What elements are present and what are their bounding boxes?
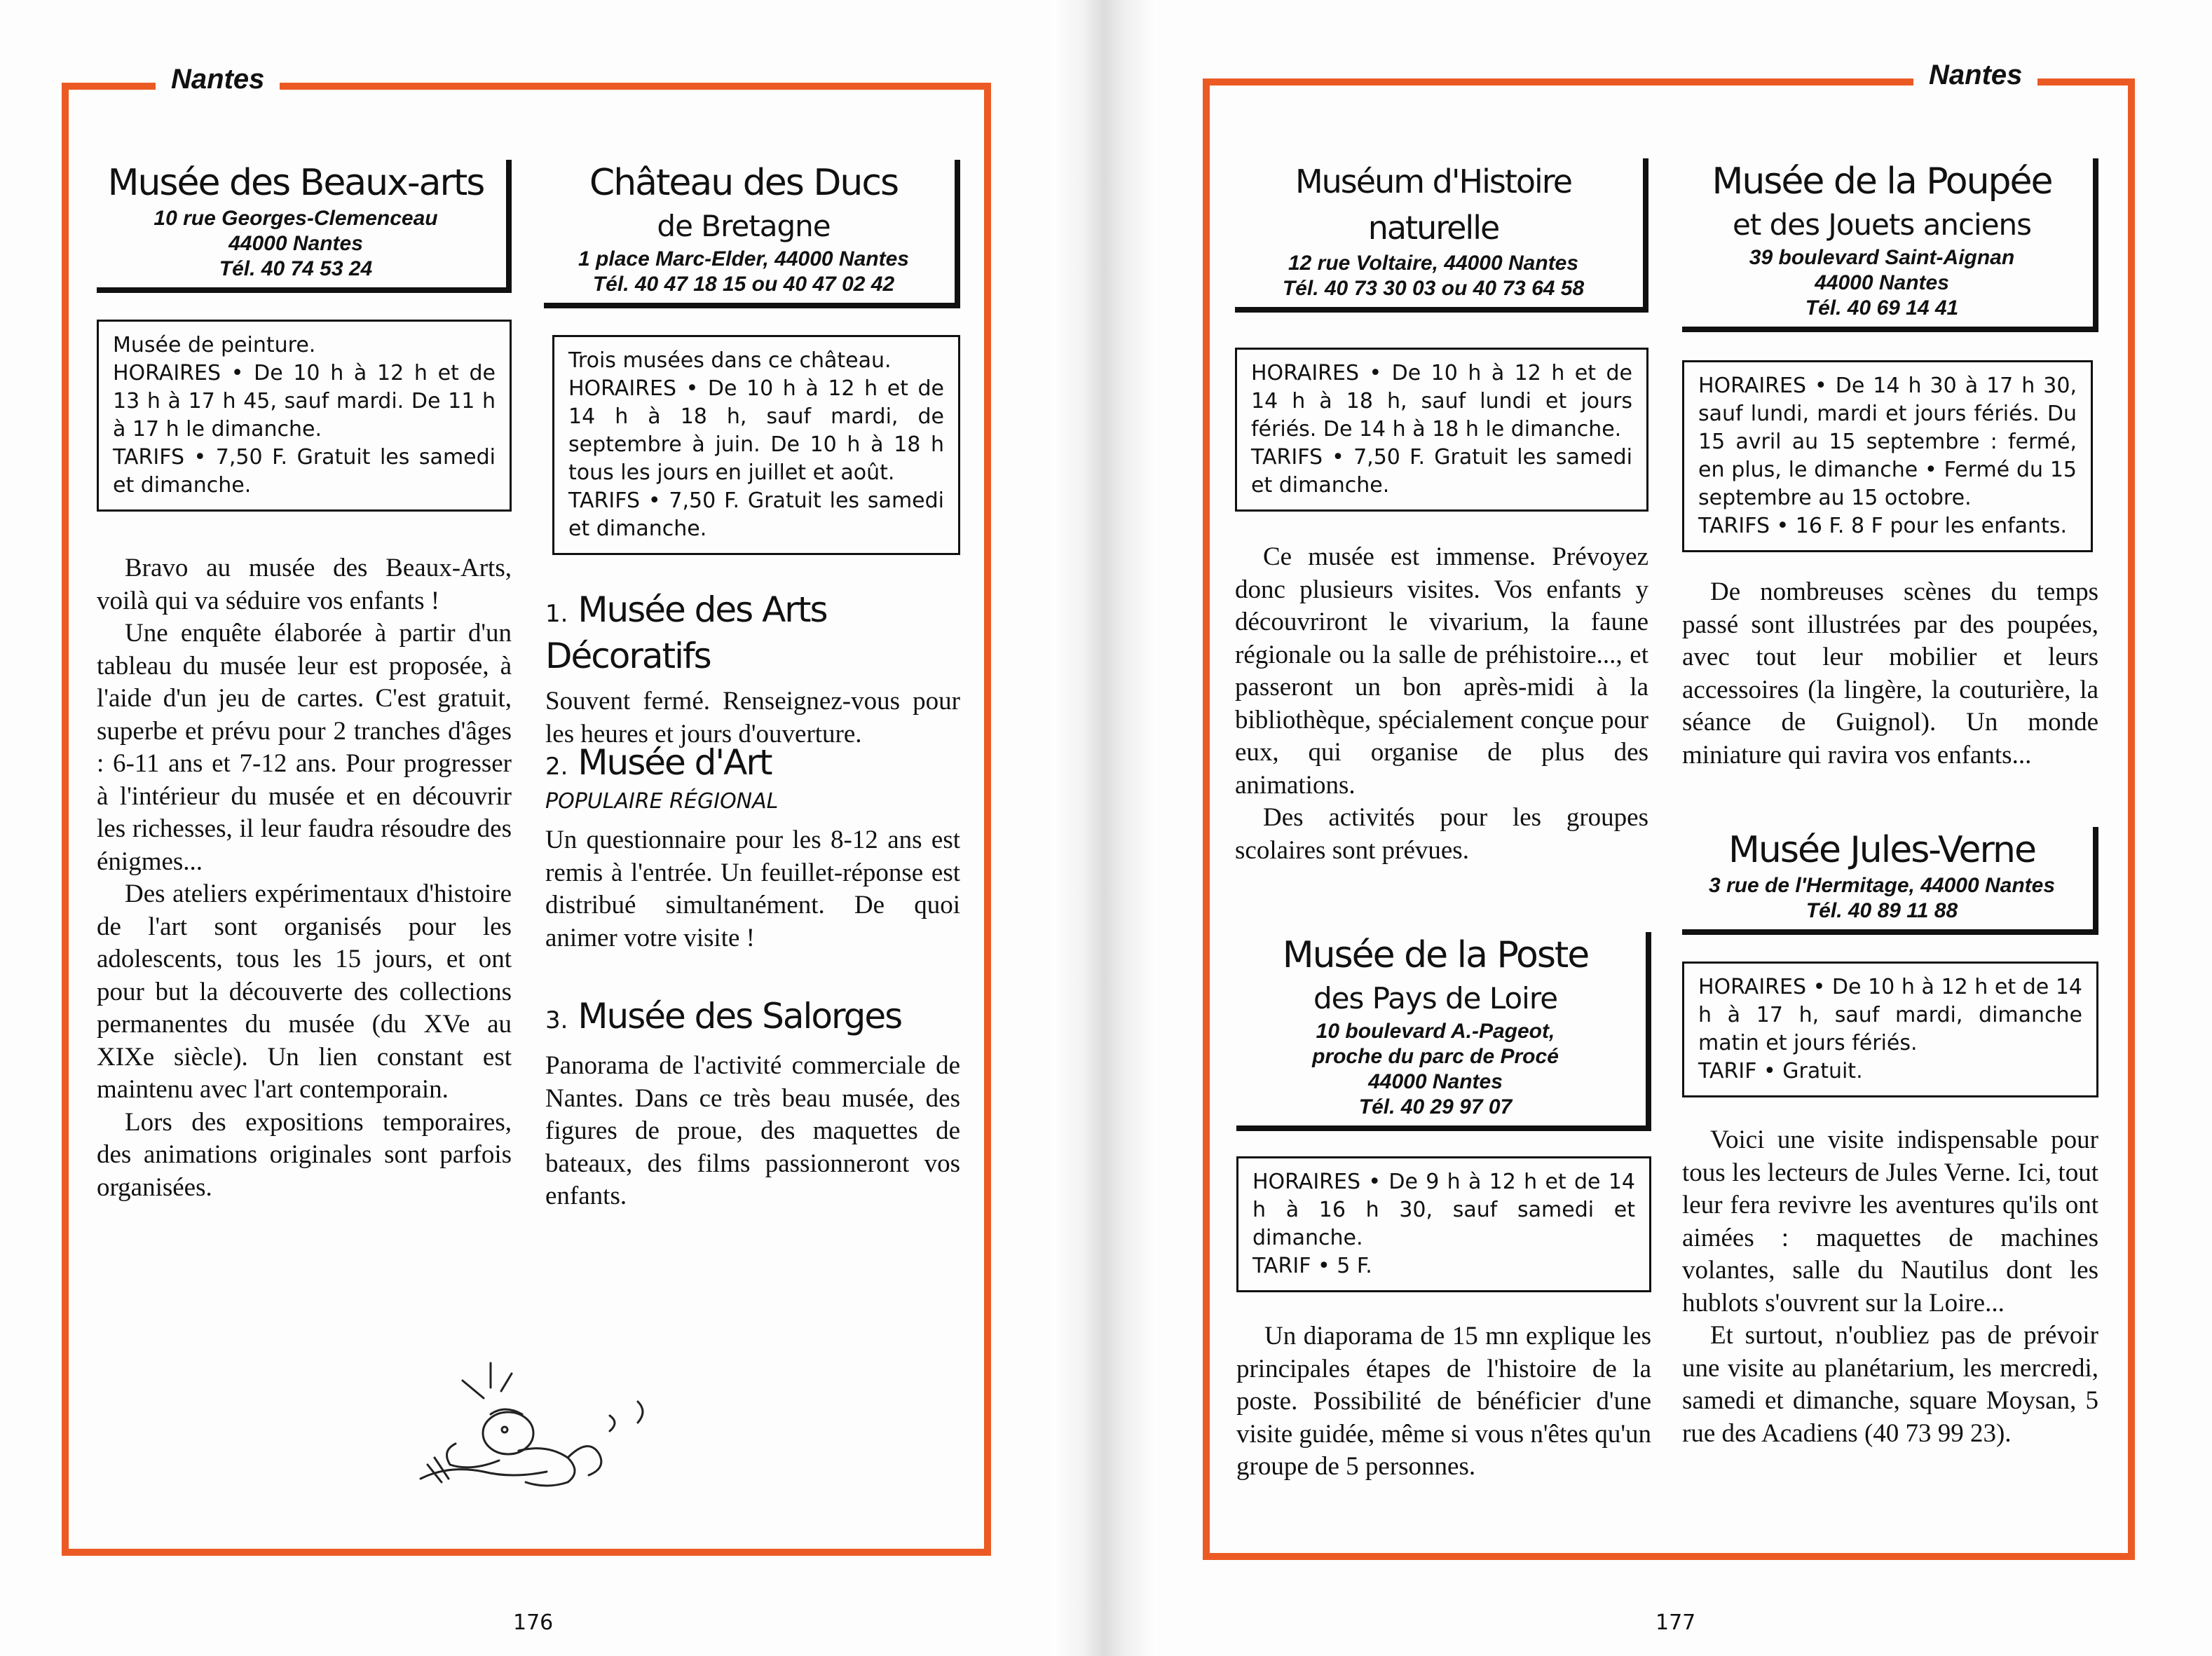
beaux-arts-heading bbox=[97, 160, 512, 293]
sub-museum-number: 3. bbox=[545, 1006, 568, 1034]
jules-verne-text bbox=[1682, 1124, 2098, 1450]
poste-address-2: proche du parc de Procé bbox=[1312, 1045, 1559, 1068]
sub-museum-art-populaire bbox=[545, 741, 960, 954]
poupee-phone: Tél. 40 69 14 41 bbox=[1805, 296, 1959, 320]
right-page-header: Nantes bbox=[1913, 57, 2037, 93]
poupee-section bbox=[1682, 158, 2098, 772]
info-line: TARIFS • 7,50 F. Gratuit les samedi et dimanche. bbox=[568, 488, 944, 541]
sub-museum-number: 1. bbox=[545, 600, 568, 628]
poupee-title: Musée de la Poupée bbox=[1712, 160, 2052, 203]
sub-museum-title: Musée des Arts Décoratifs bbox=[545, 589, 827, 676]
paragraph: Bravo au musée des Beaux-Arts, voilà qui va séduire vos enfants ! bbox=[97, 554, 512, 615]
museum-histoire-title: Muséum d'Histoire naturelle bbox=[1295, 163, 1572, 247]
poste-phone: Tél. 40 29 97 07 bbox=[1358, 1095, 1513, 1118]
poste-address-1: 10 boulevard A.-Pageot, bbox=[1316, 1020, 1555, 1043]
paragraph: Un diaporama de 15 mn explique les principales étapes de l'histoire de la poste. Possibilité de bénéficier d'une visite guidée, même si vous n'êtes qu'un groupe de 5 personnes. bbox=[1236, 1322, 1651, 1481]
museum-histoire-heading bbox=[1235, 158, 1648, 313]
paragraph: Et surtout, n'oubliez pas de prévoir une visite au planétarium, les mercredi, samedi et dimanche, square Moysan, 5 rue des Acadiens (40 73 99 23). bbox=[1682, 1321, 2098, 1448]
chateau-section bbox=[544, 160, 960, 555]
paragraph: Voici une visite indispensable pour tous les lecteurs de Jules Verne. Ici, tout leur fera revivre les aventures qu'ils ont aimées : maquettes de machines volantes, salle du Nautilus dont les hublots s'ouvrent sur la Loire... bbox=[1682, 1125, 2098, 1318]
jules-verne-phone: Tél. 40 89 11 88 bbox=[1805, 899, 1958, 922]
jules-verne-address: 3 rue de l'Hermitage, 44000 Nantes bbox=[1708, 874, 2056, 897]
paragraph: Ce musée est immense. Prévoyez donc plusieurs visites. Vos enfants y découvriront le vivarium, la faune régionale ou la salle de préhistoire..., et passeront un bon après-midi à la bibliothèque, spécialement conçue pour eux, qui organise de plus des animations. bbox=[1235, 542, 1648, 800]
left-page-number: 176 bbox=[513, 1610, 554, 1635]
poste-address-3: 44000 Nantes bbox=[1368, 1070, 1503, 1093]
museum-histoire-address: 12 rue Voltaire, 44000 Nantes bbox=[1288, 252, 1579, 275]
sub-museum-text: Un questionnaire pour les 8-12 ans est remis à l'entrée. Un feuillet-réponse est distribué simultanément. De quoi animer votre visite ! bbox=[545, 826, 960, 952]
info-line: HORAIRES • De 9 h à 12 h et de 14 h à 16 h 30, sauf samedi et dimanche. bbox=[1252, 1170, 1635, 1250]
poste-section bbox=[1236, 932, 1651, 1484]
beaux-arts-text bbox=[97, 552, 512, 1204]
sub-museum-heading bbox=[545, 995, 960, 1041]
chateau-info-box bbox=[552, 335, 960, 555]
chateau-title-2: de Bretagne bbox=[657, 209, 831, 243]
jules-verne-heading bbox=[1682, 827, 2098, 935]
info-line: Trois musées dans ce château. bbox=[568, 348, 892, 373]
poupee-text bbox=[1682, 576, 2098, 772]
info-line: Musée de peinture. bbox=[113, 333, 316, 357]
info-line: TARIF • 5 F. bbox=[1252, 1254, 1372, 1278]
beaux-arts-address-1: 10 rue Georges-Clemenceau bbox=[153, 207, 438, 230]
info-line: TARIFS • 7,50 F. Gratuit les samedi et dimanche. bbox=[113, 445, 496, 498]
poupee-info-box bbox=[1682, 360, 2093, 552]
chateau-heading bbox=[544, 160, 960, 308]
chateau-title: Château des Ducs bbox=[589, 162, 899, 204]
info-line: HORAIRES • De 10 h à 12 h et de 14 h à 18 h, sauf lundi et jours fériés. De 14 h à 18 h le dimanche. bbox=[1251, 361, 1632, 442]
paragraph: Lors des expositions temporaires, des animations originales sont parfois organisées. bbox=[97, 1107, 512, 1202]
sub-museum-title: Musée d'Art bbox=[578, 742, 772, 783]
beaux-arts-address-2: 44000 Nantes bbox=[228, 232, 363, 255]
chateau-address: 1 place Marc-Elder, 44000 Nantes bbox=[578, 247, 909, 271]
beaux-arts-title: Musée des Beaux-arts bbox=[107, 162, 484, 204]
museum-histoire-text bbox=[1235, 541, 1648, 867]
sub-museum-salorges bbox=[545, 995, 960, 1213]
info-line: TARIF • Gratuit. bbox=[1698, 1059, 1863, 1083]
jules-verne-title: Musée Jules-Verne bbox=[1728, 829, 2035, 871]
info-line: TARIFS • 7,50 F. Gratuit les samedi et dimanche. bbox=[1251, 445, 1632, 498]
sub-museum-text: Panorama de l'activité commerciale de Nantes. Dans ce très beau musée, des figures de proue, des maquettes de bateaux, des films passionneront vos enfants. bbox=[545, 1051, 960, 1210]
info-line: HORAIRES • De 10 h à 12 h et de 13 h à 17 h 45, sauf mardi. De 11 h à 17 h le dimanche. bbox=[113, 361, 496, 442]
museum-histoire-info-box bbox=[1235, 348, 1648, 512]
left-page-header: Nantes bbox=[156, 62, 280, 97]
poste-title-2: des Pays de Loire bbox=[1313, 981, 1558, 1015]
beaux-arts-phone: Tél. 40 74 53 24 bbox=[219, 257, 373, 280]
jules-verne-info-box bbox=[1682, 962, 2098, 1097]
info-line: HORAIRES • De 10 h à 12 h et de 14 h à 17 h, sauf mardi, dimanche matin et jours fériés. bbox=[1698, 975, 2082, 1055]
poste-title: Musée de la Poste bbox=[1282, 934, 1589, 976]
beaux-arts-info-box bbox=[97, 320, 512, 512]
museum-histoire-phone: Tél. 40 73 30 03 ou 40 73 64 58 bbox=[1282, 277, 1585, 300]
paragraph: Une enquête élaborée à partir d'un tableau du musée leur est proposée, à l'aide d'un jeu de cartes. C'est gratuit, superbe et prévu pour 2 tranches d'âges : 6-11 ans et 7-12 ans. Pour progresser à l'intérieur du musée et en découvrir les richesses, il leur faudra résoudre des énigmes... bbox=[97, 619, 512, 876]
poupee-heading bbox=[1682, 158, 2098, 332]
sleeping-character-doodle bbox=[414, 1360, 680, 1500]
paragraph: Des ateliers expérimentaux d'histoire de l'art sont organisés pour les adolescents, tous les 15 jours, et ont pour but la découverte des collections permanentes du musée (du XVe au XIXe siècle). Un lien constant est maintenu avec l'art contemporain. bbox=[97, 880, 512, 1104]
poupee-address-1: 39 boulevard Saint-Aignan bbox=[1749, 246, 2015, 269]
chateau-phone: Tél. 40 47 18 15 ou 40 47 02 42 bbox=[592, 273, 895, 296]
museum-histoire-section bbox=[1235, 158, 1648, 867]
poupee-title-2: et des Jouets anciens bbox=[1732, 207, 2032, 242]
beaux-arts-section bbox=[97, 160, 512, 1204]
book-gutter bbox=[1051, 0, 1156, 1656]
info-line: TARIFS • 16 F. 8 F pour les enfants. bbox=[1698, 514, 2067, 538]
poupee-address-2: 44000 Nantes bbox=[1815, 271, 1949, 294]
sub-museum-number: 2. bbox=[545, 753, 568, 781]
poste-info-box bbox=[1236, 1156, 1651, 1292]
right-page-number: 177 bbox=[1655, 1610, 1696, 1635]
sub-museum-subtitle: POPULAIRE RÉGIONAL bbox=[545, 789, 779, 814]
paragraph: De nombreuses scènes du temps passé sont illustrées par des poupées, avec tout leur mobilier et leurs accessoires (la lingère, la couturière, la séance de Guignol). Un monde miniature qui ravira vos enfants... bbox=[1682, 577, 2098, 769]
poste-text bbox=[1236, 1320, 1651, 1484]
sub-museum-text: Souvent fermé. Renseignez-vous pour les heures et jours d'ouverture. bbox=[545, 687, 960, 748]
sub-museum-title: Musée des Salorges bbox=[578, 996, 902, 1036]
info-line: HORAIRES • De 14 h 30 à 17 h 30, sauf lundi, mardi et jours fériés. Du 15 avril au 15 septembre : fermé, en plus, le dimanche • Fermé du 15 septembre au 15 octobre. bbox=[1698, 374, 2077, 510]
jules-verne-section bbox=[1682, 827, 2098, 1450]
sub-museum-arts-decoratifs bbox=[545, 589, 960, 751]
poste-heading bbox=[1236, 932, 1651, 1131]
sub-museum-heading bbox=[545, 589, 960, 677]
sub-museum-heading bbox=[545, 741, 960, 788]
info-line: HORAIRES • De 10 h à 12 h et de 14 h à 18 h, sauf mardi, de septembre à juin. De 10 h à 18 h tous les jours en juillet et août. bbox=[568, 376, 944, 485]
paragraph: Des activités pour les groupes scolaires sont prévues. bbox=[1235, 803, 1648, 865]
